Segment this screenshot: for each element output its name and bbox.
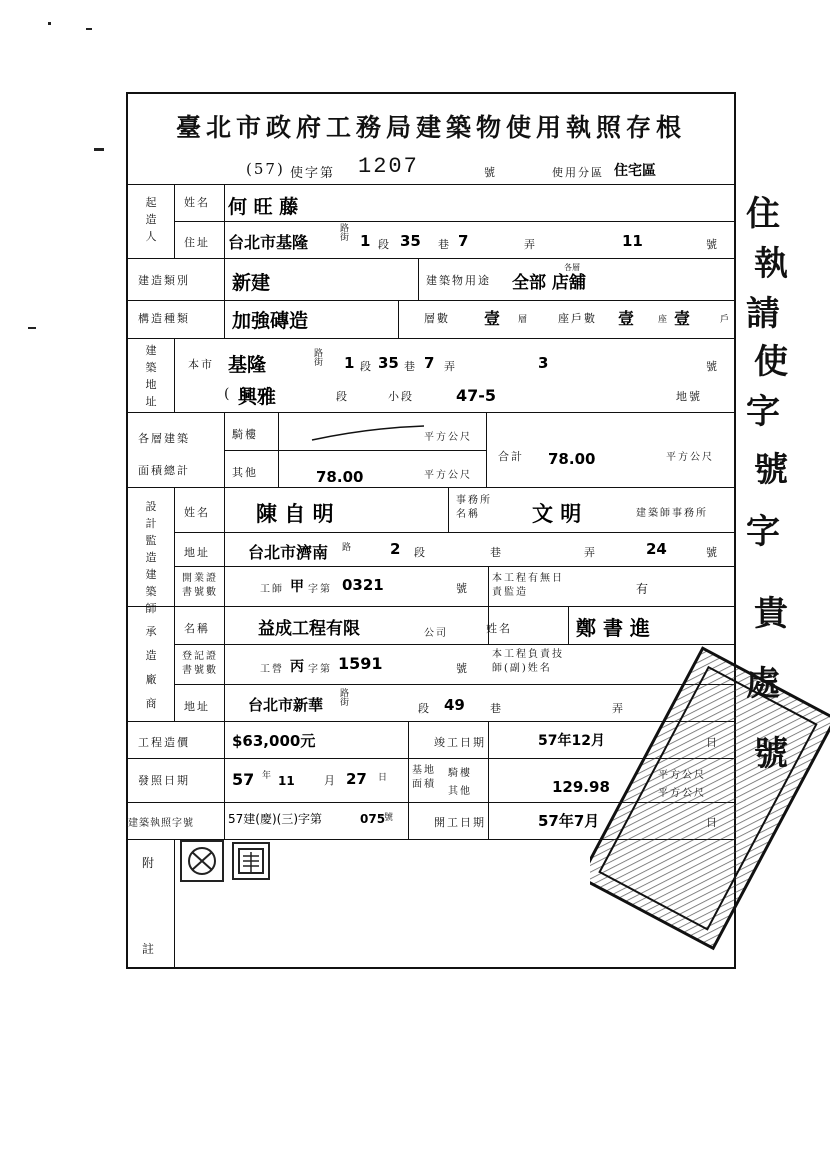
architect-license-no: 0321 — [342, 576, 384, 594]
permit-value: 57建(慶)(三)字第 — [228, 812, 322, 826]
zone-value: 住宅區 — [614, 163, 656, 179]
architect-address-label: 地址 — [184, 546, 210, 559]
contractor-reg-no: 1591 — [338, 654, 383, 673]
issue-label: 發照日期 — [138, 774, 190, 787]
issue-day: 27 — [346, 770, 367, 788]
col-rule — [488, 721, 489, 839]
issue-month: 11 — [278, 774, 295, 788]
row-rule — [128, 412, 734, 413]
contractor-address-label: 地址 — [184, 700, 210, 713]
applicant-alley-label: 弄 — [524, 238, 537, 251]
structure-value: 加強磚造 — [232, 310, 309, 332]
arcade-label: 騎樓 — [232, 428, 258, 441]
architect-office-value: 文 明 — [532, 502, 582, 526]
contractor-reg-mid: 字第 — [308, 664, 332, 675]
contractor-road-label: 路街 — [340, 689, 352, 708]
total-area-value: 78.00 — [548, 450, 596, 468]
architect-duan-value: 2 — [390, 540, 401, 558]
architect-name-label: 姓名 — [184, 506, 210, 519]
floors-value: 壹 — [484, 309, 501, 328]
col-rule — [224, 721, 225, 839]
units-value: 壹 — [618, 309, 635, 328]
site-number-value: 3 — [538, 354, 549, 372]
row-rule — [128, 184, 734, 185]
col-rule — [448, 487, 449, 532]
row-rule — [128, 338, 734, 339]
remarks-label-top: 附 — [142, 856, 157, 870]
contractor-person-value: 鄭 書 進 — [576, 616, 650, 640]
cost-label: 工程造價 — [138, 736, 190, 749]
margin-character: 號 — [754, 450, 788, 490]
other-unit: 平方公尺 — [424, 470, 472, 481]
base-arcade-label: 騎樓 — [448, 768, 472, 779]
contractor-name-value: 益成工程有限 — [258, 619, 360, 639]
architect-duan-label: 段 — [414, 546, 427, 559]
applicant-address-value: 台北市基隆 — [228, 233, 309, 252]
col-rule — [224, 412, 225, 487]
architect-name-value: 陳 自 明 — [256, 502, 334, 526]
col-rule — [408, 721, 409, 839]
margin-character: 請 — [746, 294, 780, 334]
row-rule — [224, 450, 486, 451]
architect-alley-label: 弄 — [584, 546, 597, 559]
col-rule — [174, 338, 175, 412]
other-label: 其他 — [232, 466, 258, 479]
scan-speck — [86, 28, 92, 30]
col-rule — [224, 258, 225, 338]
building-use-sub: 各層 — [564, 263, 580, 272]
supervise-value: 有 — [636, 582, 651, 596]
contractor-reg-prefix: 工營 — [260, 664, 284, 675]
remarks-label-bottom: 註 — [142, 942, 157, 956]
contractor-alley-label: 弄 — [612, 702, 625, 715]
site-duan-label: 段 — [360, 360, 373, 373]
permit-number: 1207 — [358, 154, 419, 179]
units-label: 座戶數 — [558, 312, 597, 325]
architect-lane-label: 巷 — [490, 546, 503, 559]
architect-number-value: 24 — [646, 540, 667, 558]
base-area-label: 基地面積 — [412, 765, 436, 790]
architect-license-type: 甲 — [290, 579, 304, 595]
row-rule — [128, 487, 734, 488]
building-use-label: 建築物用途 — [426, 274, 491, 287]
use-label: 使字第 — [290, 166, 336, 181]
site-lane-value: 35 — [378, 354, 399, 372]
floor-area-label-bottom: 面積總計 — [138, 464, 190, 477]
site-alley-label: 弄 — [444, 360, 457, 373]
applicant-number-value: 11 — [622, 232, 643, 250]
total-unit: 平方公尺 — [666, 452, 714, 463]
contractor-reg-label: 登記證書號數 — [182, 651, 218, 676]
building-use-value: 全部 店舖 — [512, 273, 586, 293]
margin-character: 處 — [746, 664, 780, 704]
site-lot-value: 47-5 — [456, 386, 497, 405]
cost-value: $63,000元 — [232, 732, 316, 750]
permit-no-value: 075 — [360, 812, 386, 826]
base-other-label: 其他 — [448, 786, 472, 797]
permit-label: 建築執照字號 — [128, 818, 194, 829]
row-rule — [174, 221, 734, 222]
architect-license-suffix: 號 — [456, 582, 469, 595]
architect-address-value: 台北市濟南 — [248, 543, 329, 562]
floor-area-label-top: 各層建築 — [138, 432, 190, 445]
supervise-label: 本工程有無日責監造 — [492, 573, 564, 598]
architect-license-prefix: 工師 — [260, 584, 284, 595]
contractor-tech-label: 本工程負責技師(副)姓名 — [492, 649, 564, 674]
site-number-label: 號 — [706, 360, 719, 373]
col-rule — [174, 184, 175, 258]
site-city-label: 本市 — [188, 358, 214, 371]
household-label: 戶 — [720, 315, 732, 325]
architect-office-label: 事務所名稱 — [456, 495, 492, 520]
seal-stamp — [232, 842, 270, 880]
site-alley-value: 7 — [424, 354, 435, 372]
col-rule — [568, 606, 569, 644]
applicant-section-label: 起造人 — [145, 196, 157, 243]
col-rule — [224, 184, 225, 258]
applicant-lane-label: 巷 — [438, 238, 451, 251]
applicant-number-label: 號 — [706, 238, 719, 251]
col-rule — [174, 839, 175, 967]
issue-year-label: 年 — [262, 771, 274, 781]
building-type-value: 新建 — [232, 272, 271, 294]
right-margin-text — [744, 186, 830, 966]
number-suffix: 號 — [484, 166, 497, 179]
contractor-duan-label: 段 — [418, 702, 431, 715]
start-label: 開工日期 — [434, 816, 486, 829]
scan-speck — [48, 22, 51, 25]
applicant-alley-value: 7 — [458, 232, 469, 250]
site-subsection-label: 小段 — [388, 390, 414, 403]
issue-month-label: 月 — [324, 774, 337, 787]
seat-value: 壹 — [674, 309, 691, 328]
arcade-strike-mark — [308, 422, 428, 446]
margin-character: 貴 — [754, 594, 788, 634]
contractor-section-label: 承造廠商 — [145, 625, 157, 710]
site-section-label: 建築地址 — [145, 344, 157, 408]
floors-unit: 層 — [518, 315, 530, 325]
form-title: 臺北市政府工務局建築物使用執照存根 — [175, 113, 686, 142]
architect-section-label: 設計監造建築師 — [145, 500, 157, 615]
applicant-name-value: 何 旺 藤 — [228, 196, 299, 218]
col-rule — [418, 258, 419, 300]
base-area-value: 129.98 — [552, 778, 610, 796]
zone-label: 使用分區 — [552, 166, 604, 179]
contractor-lane-label: 巷 — [490, 702, 503, 715]
margin-character: 字 — [746, 392, 780, 432]
applicant-name-label: 姓名 — [184, 196, 210, 209]
row-rule — [128, 606, 734, 607]
col-rule — [486, 412, 487, 487]
site-district-value: 興雅 — [238, 386, 277, 408]
margin-character: 使 — [754, 342, 788, 382]
col-rule — [278, 412, 279, 487]
site-duan-value: 1 — [344, 354, 355, 372]
completion-value: 57年12月 — [538, 733, 605, 749]
col-rule — [174, 487, 175, 721]
margin-character: 執 — [754, 244, 788, 284]
applicant-road-label: 路街 — [340, 224, 352, 243]
col-rule — [224, 487, 225, 721]
site-lot-label: 地號 — [676, 390, 702, 403]
building-type-label: 建造類別 — [138, 274, 190, 287]
floors-label: 層數 — [424, 312, 450, 325]
architect-office-suffix: 建築師事務所 — [636, 508, 708, 519]
architect-license-mid: 字第 — [308, 584, 332, 595]
permit-no-suffix: 號 — [384, 813, 396, 823]
total-label: 合計 — [498, 450, 524, 463]
architect-number-label: 號 — [706, 546, 719, 559]
start-value: 57年7月 — [538, 812, 600, 830]
margin-character: 字 — [746, 512, 780, 552]
contractor-person-label: 姓名 — [486, 622, 512, 635]
structure-label: 構造種類 — [138, 312, 190, 325]
architect-license-label: 開業證書號數 — [182, 573, 218, 598]
row-rule — [174, 566, 734, 567]
site-road-value: 基隆 — [228, 354, 267, 376]
contractor-reg-suffix: 號 — [456, 662, 469, 675]
architect-road-label: 路 — [342, 543, 354, 553]
col-rule — [398, 300, 399, 338]
scan-speck — [94, 148, 104, 151]
year-prefix: (57) — [246, 160, 285, 178]
issue-year: 57 — [232, 770, 255, 789]
site-paren: ( — [224, 386, 232, 402]
contractor-name-label: 名稱 — [184, 622, 210, 635]
applicant-lane-value: 35 — [400, 232, 421, 250]
applicant-duan-value: 1 — [360, 232, 371, 250]
applicant-address-label: 住址 — [184, 236, 210, 249]
issue-day-label: 日 — [378, 773, 390, 783]
completion-label: 竣工日期 — [434, 736, 486, 749]
site-district-label: 段 — [336, 390, 349, 403]
site-lane-label: 巷 — [404, 360, 417, 373]
other-area-value: 78.00 — [316, 468, 364, 486]
arcade-unit: 平方公尺 — [424, 432, 472, 443]
contractor-company-suffix: 公司 — [424, 628, 448, 639]
seal-stamp — [180, 840, 224, 882]
scan-speck — [28, 327, 36, 329]
row-rule — [128, 258, 734, 259]
applicant-duan-label: 段 — [378, 238, 391, 251]
margin-character: 號 — [754, 734, 788, 774]
margin-character: 住 — [746, 194, 780, 234]
row-rule — [174, 532, 734, 533]
contractor-lane-value: 49 — [444, 696, 465, 714]
row-rule — [128, 300, 734, 301]
seat-label: 座 — [658, 315, 670, 325]
contractor-address-value: 台北市新華 — [248, 696, 324, 714]
contractor-reg-type: 丙 — [290, 659, 304, 675]
site-road-label: 路街 — [314, 349, 326, 368]
